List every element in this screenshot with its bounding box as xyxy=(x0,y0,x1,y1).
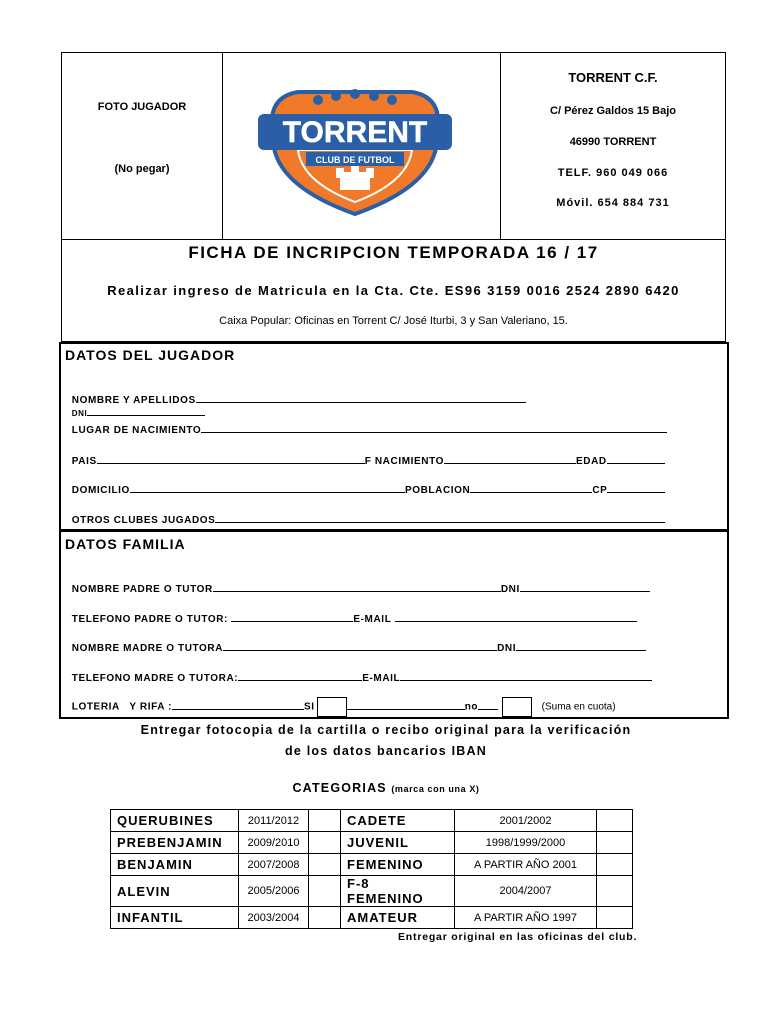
player-clubs-row xyxy=(65,502,665,526)
yes-checkbox[interactable] xyxy=(317,697,347,717)
label-no: no xyxy=(464,701,479,713)
field-country[interactable] xyxy=(97,454,365,464)
table-row xyxy=(111,810,633,832)
player-birthplace-row xyxy=(65,412,667,436)
no-checkbox[interactable] xyxy=(502,697,532,717)
field-lottery-yes[interactable] xyxy=(347,700,465,710)
category-checkbox[interactable] xyxy=(597,810,633,832)
label-clubs: OTROS CLUBES JUGADOS xyxy=(71,515,216,526)
category-checkbox[interactable] xyxy=(309,832,341,854)
table-row xyxy=(111,876,633,907)
crest-logo-text: TORRENT xyxy=(282,116,428,149)
lottery-row xyxy=(65,686,616,717)
club-name: TORRENT C.F. xyxy=(568,70,658,85)
categories-table xyxy=(110,809,633,929)
category-checkbox[interactable] xyxy=(309,876,341,907)
category-years: 2001/2002 xyxy=(455,810,597,832)
club-logo xyxy=(258,78,452,218)
club-address: C/ Pérez Galdos 15 Bajo xyxy=(550,105,676,117)
label-email-father: E-MAIL xyxy=(353,614,395,625)
label-email-mother: E-MAIL xyxy=(362,673,401,684)
category-years: A PARTIR AÑO 2001 xyxy=(455,854,597,876)
category-name: AMATEUR xyxy=(341,907,455,929)
label-country: PAIS xyxy=(71,456,97,467)
field-name[interactable] xyxy=(196,393,526,403)
category-checkbox[interactable] xyxy=(597,876,633,907)
category-name: QUERUBINES xyxy=(111,810,239,832)
footer-note: Entregar original en las oficinas del club. xyxy=(398,931,638,943)
player-heading: DATOS DEL JUGADOR xyxy=(65,347,236,363)
category-checkbox[interactable] xyxy=(309,854,341,876)
category-name: BENJAMIN xyxy=(111,854,239,876)
categories-title: CATEGORIAS xyxy=(292,781,387,795)
father-row xyxy=(65,571,650,595)
category-name: INFANTIL xyxy=(111,907,239,929)
label-dni-father: DNI xyxy=(500,584,520,595)
category-checkbox[interactable] xyxy=(309,810,341,832)
label-lottery: LOTERIA Y RIFA : xyxy=(71,701,173,713)
category-years: 1998/1999/2000 xyxy=(455,832,597,854)
field-birthdate[interactable] xyxy=(444,454,576,464)
categories-title-row xyxy=(61,779,711,797)
label-quota: (Suma en cuota) xyxy=(541,701,616,713)
field-cp[interactable] xyxy=(607,483,665,493)
category-years: 2011/2012 xyxy=(239,810,309,832)
category-years: 2009/2010 xyxy=(239,832,309,854)
field-address[interactable] xyxy=(130,483,405,493)
label-mother-phone: TELEFONO MADRE O TUTORA: xyxy=(71,673,239,684)
label-dni-mother: DNI xyxy=(497,643,517,654)
photo-label: FOTO JUGADOR xyxy=(97,101,187,113)
family-heading: DATOS FAMILIA xyxy=(65,536,186,552)
table-row xyxy=(111,854,633,876)
category-name: F-8 FEMENINO xyxy=(341,876,455,907)
label-address: DOMICILIO xyxy=(71,485,130,496)
mother-row xyxy=(65,630,646,654)
category-years: 2007/2008 xyxy=(239,854,309,876)
father-phone-row xyxy=(65,601,637,625)
club-city: 46990 TORRENT xyxy=(569,136,657,148)
crest-sub-text: CLUB DE FUTBOL xyxy=(315,155,395,165)
mother-phone-row xyxy=(65,660,652,684)
category-years: 2004/2007 xyxy=(455,876,597,907)
club-phone: TELF. 960 049 066 xyxy=(557,167,669,179)
label-father: NOMBRE PADRE O TUTOR xyxy=(71,584,213,595)
categories-note: (marca con una X) xyxy=(391,784,480,794)
label-birthplace: LUGAR DE NACIMIENTO xyxy=(71,425,202,436)
field-lottery-no[interactable] xyxy=(478,700,498,710)
label-yes: SI xyxy=(304,701,315,713)
field-dni-mother[interactable] xyxy=(516,641,646,651)
player-country-row xyxy=(65,443,665,467)
category-checkbox[interactable] xyxy=(309,907,341,929)
label-town: POBLACION xyxy=(404,485,471,496)
label-cp: CP xyxy=(592,485,608,496)
category-years: 2005/2006 xyxy=(239,876,309,907)
label-birthdate: F NACIMIENTO xyxy=(364,456,445,467)
field-dni-father[interactable] xyxy=(520,582,650,592)
category-years: 2003/2004 xyxy=(239,907,309,929)
field-email-mother[interactable] xyxy=(400,671,652,681)
label-father-phone: TELEFONO PADRE O TUTOR: xyxy=(71,614,232,625)
club-mobile: Móvil. 654 884 731 xyxy=(556,197,670,209)
category-checkbox[interactable] xyxy=(597,832,633,854)
field-mother[interactable] xyxy=(223,641,497,651)
table-row xyxy=(111,907,633,929)
note-line-2: de los datos bancarios IBAN xyxy=(285,744,487,758)
field-lottery[interactable] xyxy=(172,700,304,710)
category-name: PREBENJAMIN xyxy=(111,832,239,854)
note-line-1: Entregar fotocopia de la cartilla o recibo original para la verificación xyxy=(140,723,632,737)
category-name: ALEVIN xyxy=(111,876,239,907)
field-email-father[interactable] xyxy=(395,612,637,622)
field-mother-phone[interactable] xyxy=(238,671,362,681)
label-dni: DNI xyxy=(71,409,88,418)
category-name: FEMENINO xyxy=(341,854,455,876)
field-birthplace[interactable] xyxy=(201,423,667,433)
field-age[interactable] xyxy=(607,454,665,464)
category-checkbox[interactable] xyxy=(597,854,633,876)
castle-icon xyxy=(336,166,374,190)
label-age: EDAD xyxy=(576,456,607,467)
label-name: NOMBRE Y APELLIDOS xyxy=(71,395,196,406)
form-title: FICHA DE INCRIPCION TEMPORADA 16 / 17 xyxy=(188,243,599,262)
bank-info: Caixa Popular: Oficinas en Torrent C/ José Iturbi, 3 y San Valeriano, 15. xyxy=(219,315,568,327)
category-name: JUVENIL xyxy=(341,832,455,854)
field-father-phone[interactable] xyxy=(231,612,353,622)
category-name: CADETE xyxy=(341,810,455,832)
field-father[interactable] xyxy=(213,582,501,592)
player-address-row xyxy=(65,472,665,496)
photo-box xyxy=(61,52,223,240)
field-town[interactable] xyxy=(470,483,592,493)
field-clubs[interactable] xyxy=(215,513,665,523)
category-years: A PARTIR AÑO 1997 xyxy=(455,907,597,929)
photo-note: (No pegar) xyxy=(114,163,170,175)
label-mother: NOMBRE MADRE O TUTORA xyxy=(71,643,224,654)
category-checkbox[interactable] xyxy=(597,907,633,929)
payment-info: Realizar ingreso de Matricula en la Cta. Cte. ES96 3159 0016 2524 2890 6420 xyxy=(107,283,680,298)
table-row xyxy=(111,832,633,854)
